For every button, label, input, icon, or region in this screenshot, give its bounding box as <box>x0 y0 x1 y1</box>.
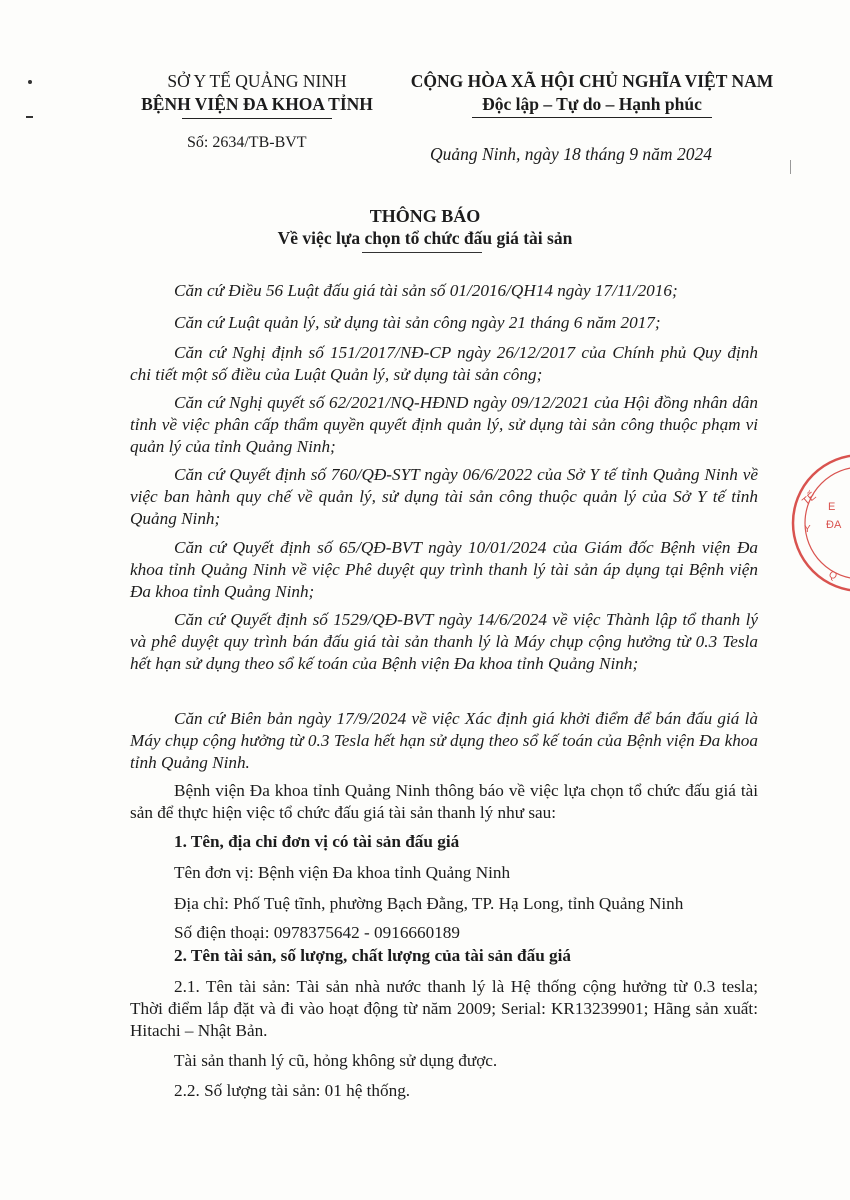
motto-underline <box>472 117 712 118</box>
nation-line-1: CỘNG HÒA XÃ HỘI CHỦ NGHĨA VIỆT NAM <box>410 71 774 91</box>
intro-text: Bệnh viện Đa khoa tỉnh Quảng Ninh thông báo về việc lựa chọn tổ chức đấu giá tài sản để thực hiện việc tổ chức đấu giá tài sản thanh lý như sau: <box>130 781 758 822</box>
legal-basis-text: Căn cứ Điều 56 Luật đấu giá tài sản số 01/2016/QH14 ngày 17/11/2016; <box>174 281 678 300</box>
legal-basis-text: Căn cứ Quyết định số 1529/QĐ-BVT ngày 14/6/2024 về việc Thành lập tổ thanh lý và phê duyệt quy trình bán đấu giá tài sản thanh lý là Máy chụp cộng hưởng từ 0.3 Tesla hết hạn sử dụng theo sổ kế toán của Bệnh viện Đa khoa tỉnh Quảng Ninh; <box>130 610 758 673</box>
official-seal <box>786 448 850 598</box>
section-heading-text: 1. Tên, địa chỉ đơn vị có tài sản đấu giá <box>174 832 460 851</box>
asset-quantity <box>130 1080 758 1102</box>
unit-address-text: Địa chỉ: Phố Tuệ tĩnh, phường Bạch Đằng, TP. Hạ Long, tỉnh Quảng Ninh <box>174 894 684 913</box>
unit-phone-text: Số điện thoại: 0978375642 - 0916660189 <box>174 923 460 942</box>
document-subtitle: Về việc lựa chọn tổ chức đấu giá tài sản <box>277 228 573 248</box>
org-line-2: BỆNH VIỆN ĐA KHOA TỈNH <box>141 94 373 114</box>
org-underline <box>182 118 332 119</box>
legal-basis <box>130 312 758 334</box>
section-2-heading <box>130 945 758 967</box>
issuing-organization <box>112 70 402 119</box>
legal-basis <box>130 609 758 675</box>
scan-mark <box>26 116 33 118</box>
scan-mark <box>790 160 791 174</box>
nation-line-2: Độc lập – Tự do – Hạnh phúc <box>482 94 702 114</box>
unit-name-text: Tên đơn vị: Bệnh viện Đa khoa tỉnh Quảng Ninh <box>174 863 511 882</box>
legal-basis <box>130 708 758 774</box>
legal-basis <box>130 342 758 386</box>
section-1-heading <box>130 831 758 853</box>
legal-basis <box>130 280 758 302</box>
national-motto <box>392 70 792 118</box>
legal-basis-text: Căn cứ Biên bản ngày 17/9/2024 về việc Xác định giá khởi điểm để bán đấu giá là Máy chụp cộng hưởng từ 0.3 Tesla hết hạn sử dụng theo sổ kế toán của Bệnh viện Đa khoa tỉnh Quảng Ninh. <box>130 709 758 772</box>
legal-basis-text: Căn cứ Quyết định số 65/QĐ-BVT ngày 10/01/2024 của Giám đốc Bệnh viện Đa khoa tỉnh Quảng Ninh về việc Phê duyệt quy trình thanh lý tài sản áp dụng tại Bệnh viện Đa khoa tỉnh Quảng Ninh; <box>130 538 758 601</box>
unit-name <box>130 862 758 884</box>
document-title: THÔNG BÁO <box>369 206 481 226</box>
legal-basis <box>130 537 758 603</box>
intro-paragraph <box>130 780 758 824</box>
legal-basis-text: Căn cứ Luật quản lý, sử dụng tài sản công ngày 21 tháng 6 năm 2017; <box>174 313 661 332</box>
asset-description <box>130 976 758 1042</box>
seal-text: E <box>828 501 836 513</box>
asset-description-text: 2.1. Tên tài sản: Tài sản nhà nước thanh lý là Hệ thống cộng hưởng từ 0.3 tesla; Thời điểm lắp đặt và đi vào hoạt động từ năm 2009; Serial: KR13239901; Hãng sản xuất: Hitachi – Nhật Bản. <box>130 977 758 1040</box>
seal-text: ĐA <box>826 519 842 531</box>
document-number: Số: 2634/TB-BVT <box>187 134 307 151</box>
unit-phone <box>130 922 758 944</box>
scan-mark <box>28 80 32 84</box>
legal-basis-text: Căn cứ Nghị quyết số 62/2021/NQ-HĐND ngày 09/12/2021 của Hội đồng nhân dân tỉnh về việc phân cấp thẩm quyền quyết định quản lý, sử dụng tài sản công thuộc phạm vi quản lý của tỉnh Quảng Ninh; <box>130 393 758 456</box>
asset-quantity-text: 2.2. Số lượng tài sản: 01 hệ thống. <box>174 1081 411 1100</box>
seal-text: TẾ <box>800 490 819 509</box>
asset-condition <box>130 1050 758 1072</box>
section-heading-text: 2. Tên tài sản, số lượng, chất lượng của tài sản đấu giá <box>174 946 572 965</box>
unit-address <box>130 893 758 915</box>
legal-basis-text: Căn cứ Nghị định số 151/2017/NĐ-CP ngày 26/12/2017 của Chính phủ Quy định chi tiết một số điều của Luật Quản lý, sử dụng tài sản công; <box>130 343 758 384</box>
seal-outer-ring <box>793 455 850 591</box>
title-underline <box>362 252 482 253</box>
legal-basis <box>130 464 758 530</box>
legal-basis <box>130 392 758 458</box>
org-line-1: SỞ Y TẾ QUẢNG NINH <box>167 71 347 91</box>
asset-condition-text: Tài sản thanh lý cũ, hỏng không sử dụng được. <box>174 1051 498 1070</box>
seal-text: Y <box>804 524 811 535</box>
legal-basis-text: Căn cứ Quyết định số 760/QĐ-SYT ngày 06/6/2022 của Sở Y tế tỉnh Quảng Ninh về việc ban hành quy chế về quản lý, sử dụng tài sản công thuộc quản lý của Sở Y tế tỉnh Quảng Ninh; <box>130 465 758 528</box>
document-date: Quảng Ninh, ngày 18 tháng 9 năm 2024 <box>430 144 712 164</box>
seal-text: Q <box>826 569 839 583</box>
